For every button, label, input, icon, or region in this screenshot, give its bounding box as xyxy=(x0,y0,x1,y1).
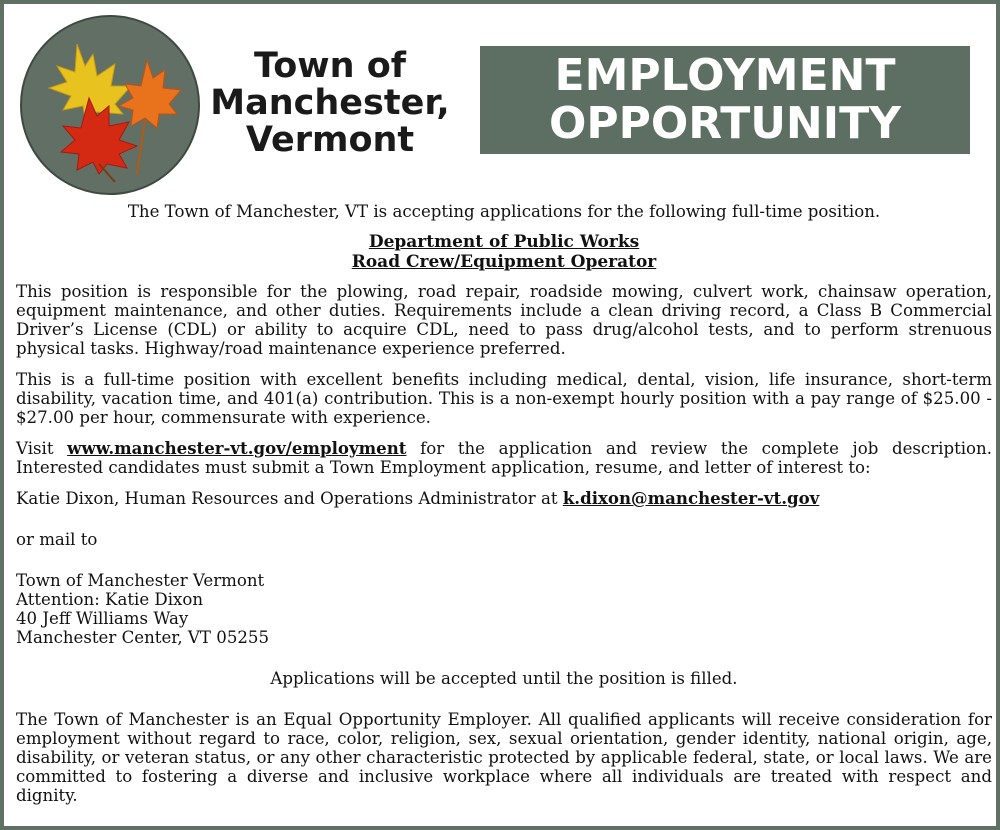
maple-leaves-icon xyxy=(19,14,201,196)
benefits-paragraph: This is a full-time position with excellent benefits including medical, dental, vision, life insurance, short-term disability, vacation time, and 401(a) contribution. This is a non-exempt hourly position with a pay range of $25.00 - $27.00 per hour, commensurate with experience. xyxy=(16,370,992,427)
address-line: Attention: Katie Dixon xyxy=(16,590,204,609)
ad-body xyxy=(16,202,992,805)
contact-email-link[interactable]: k.dixon@manchester-vt.gov xyxy=(562,488,820,508)
contact-line xyxy=(16,489,992,508)
town-name-line: Vermont xyxy=(245,120,415,160)
visit-prefix: Visit xyxy=(16,439,54,458)
mailing-address xyxy=(16,571,992,647)
address-line: 40 Jeff Williams Way xyxy=(16,609,189,628)
eoe-statement: The Town of Manchester is an Equal Opportunity Employer. All qualified applicants will receive consideration for employment without regard to race, color, religion, sex, sexual orientation, gender identity, national origin, age, disability, or veteran status, or any other characteristic protected by applicable federal, state, or local laws. We are committed to fostering a diverse and inclusive workplace where all individuals are treated with respect and dignity. xyxy=(16,710,992,805)
address-line: Manchester Center, VT 05255 xyxy=(16,628,270,647)
position-heading xyxy=(16,232,992,272)
intro-text: The Town of Manchester, VT is accepting applications for the following full-time position. xyxy=(127,202,881,221)
or-mail-text: or mail to xyxy=(16,530,98,549)
banner-line: OPPORTUNITY xyxy=(548,98,902,149)
department-title: Department of Public Works xyxy=(368,232,640,252)
contact-prefix: Katie Dixon, Human Resources and Operations Administrator at xyxy=(16,489,558,508)
address-line: Town of Manchester Vermont xyxy=(16,571,265,590)
banner-line: EMPLOYMENT xyxy=(554,50,896,101)
employment-banner xyxy=(480,46,970,154)
town-name-line: Manchester, xyxy=(210,83,450,123)
employment-link[interactable]: www.manchester-vt.gov/employment xyxy=(67,438,407,458)
town-name-line: Town of xyxy=(254,46,406,86)
town-name xyxy=(204,48,456,159)
duties-paragraph: This position is responsible for the plowing, road repair, roadside mowing, culvert work, chainsaw operation, equipment maintenance, and other duties. Requirements include a clean driving record, a Class B Commercial Driver’s License (CDL) or ability to acquire CDL, need to pass drug/alcohol tests, and to perform strenuous physical tasks. Highway/road maintenance experience preferred. xyxy=(16,282,992,358)
application-paragraph xyxy=(16,439,992,477)
visit-suffix: for the application and review the complete job description. Interested candidates must submit a Town Employment application, resume, and letter of interest to: xyxy=(16,439,993,477)
position-title: Road Crew/Equipment Operator xyxy=(351,252,657,272)
deadline-text: Applications will be accepted until the position is filled. xyxy=(270,669,738,688)
